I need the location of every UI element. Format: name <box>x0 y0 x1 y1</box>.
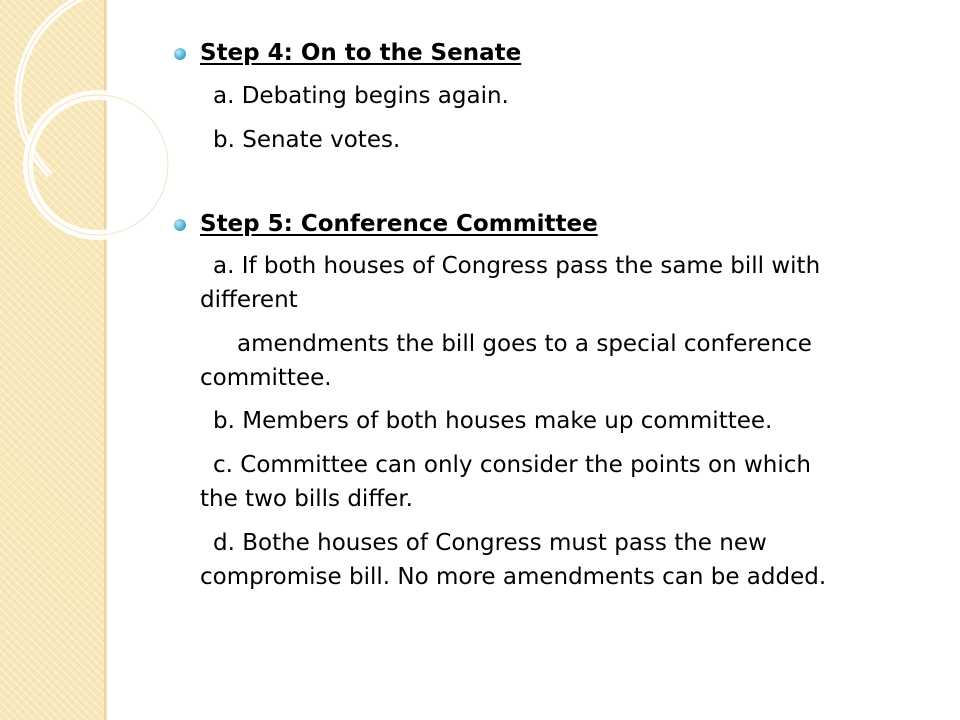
step5-item-b: b. Members of both houses make up committee. <box>213 408 773 434</box>
step5-item-d-line2: compromise bill. No more amendments can be added. <box>200 564 827 590</box>
step5-item-a-line2: different <box>200 287 298 313</box>
step5-item-c-line1: c. Committee can only consider the points on which <box>213 452 811 478</box>
step4-item-a: a. Debating begins again. <box>213 83 509 109</box>
step4-heading: Step 4: On to the Senate <box>200 40 522 66</box>
step5-item-a-line1: a. If both houses of Congress pass the same bill with <box>213 253 821 279</box>
step4-item-b: b. Senate votes. <box>213 127 401 153</box>
step5-item-d-line1: d. Bothe houses of Congress must pass the new <box>213 530 767 556</box>
step5-item-a-line4: committee. <box>200 365 332 391</box>
bullet-icon <box>174 48 186 60</box>
step5-item-a-line3: amendments the bill goes to a special conference <box>237 331 812 357</box>
bullet-icon <box>174 219 186 231</box>
step5-heading: Step 5: Conference Committee <box>200 211 598 237</box>
step5-item-c-line2: the two bills differ. <box>200 486 413 512</box>
